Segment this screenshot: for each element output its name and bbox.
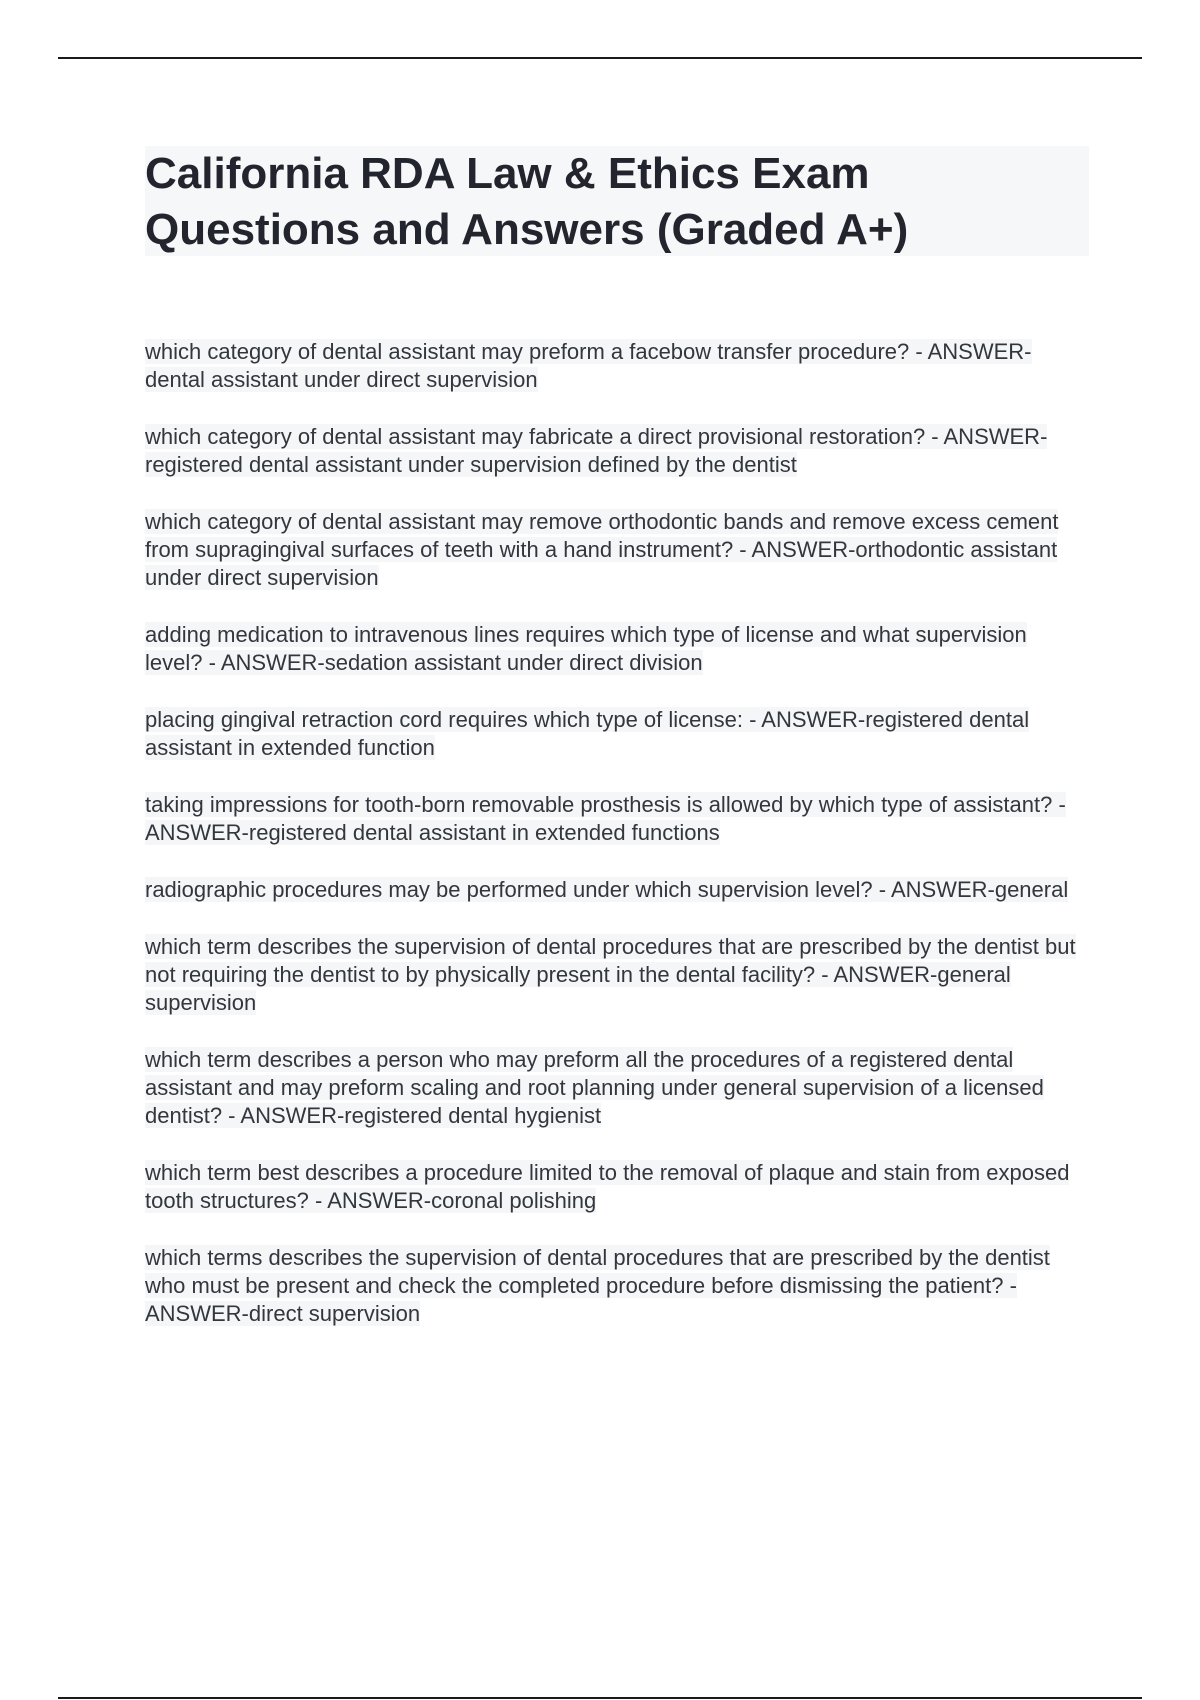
qa-text: taking impressions for tooth-born removable prosthesis is allowed by which type of assistant? - ANSWER-registered dental assistant in extended functions: [145, 792, 1066, 845]
qa-text: which category of dental assistant may preform a facebow transfer procedure? - ANSWER-dental assistant under direct supervision: [145, 339, 1032, 392]
qa-list: [145, 338, 1085, 1357]
qa-item: [145, 508, 1085, 592]
qa-item: [145, 933, 1085, 1017]
title-block: [145, 146, 1089, 256]
qa-text: placing gingival retraction cord requires which type of license: - ANSWER-registered dental assistant in extended function: [145, 707, 1030, 760]
top-rule: [58, 57, 1142, 59]
qa-text: adding medication to intravenous lines requires which type of license and what supervision level? - ANSWER-sedation assistant under direct division: [145, 622, 1027, 675]
qa-text: which category of dental assistant may fabricate a direct provisional restoration? - ANSWER-registered dental assistant under supervision defined by the dentist: [145, 424, 1048, 477]
qa-item: [145, 1046, 1085, 1130]
qa-item: [145, 1244, 1085, 1328]
qa-text: which term describes a person who may preform all the procedures of a registered dental assistant and may preform scaling and root planning under general supervision of a licensed dentist? - ANSWER-registered dental hygienist: [145, 1047, 1044, 1128]
qa-item: [145, 1159, 1085, 1215]
qa-item: [145, 706, 1085, 762]
qa-item: [145, 876, 1085, 904]
bottom-rule: [58, 1697, 1142, 1699]
qa-text: which terms describes the supervision of dental procedures that are prescribed by the dentist who must be present and check the completed procedure before dismissing the patient? - ANSWER-direct supervision: [145, 1245, 1050, 1326]
qa-text: which category of dental assistant may remove orthodontic bands and remove excess cement from supragingival surfaces of teeth with a hand instrument? - ANSWER-orthodontic assistant under direct supervision: [145, 509, 1059, 590]
qa-item: [145, 621, 1085, 677]
qa-item: [145, 791, 1085, 847]
qa-text: which term best describes a procedure limited to the removal of plaque and stain from exposed tooth structures? - ANSWER-coronal polishing: [145, 1160, 1070, 1213]
qa-text: which term describes the supervision of dental procedures that are prescribed by the dentist but not requiring the dentist to by physically present in the dental facility? - ANSWER-general supervision: [145, 934, 1076, 1015]
qa-item: [145, 423, 1085, 479]
qa-text: radiographic procedures may be performed under which supervision level? - ANSWER-general: [145, 877, 1069, 902]
document-title: California RDA Law & Ethics Exam Questions and Answers (Graded A+): [145, 149, 909, 254]
qa-item: [145, 338, 1085, 394]
